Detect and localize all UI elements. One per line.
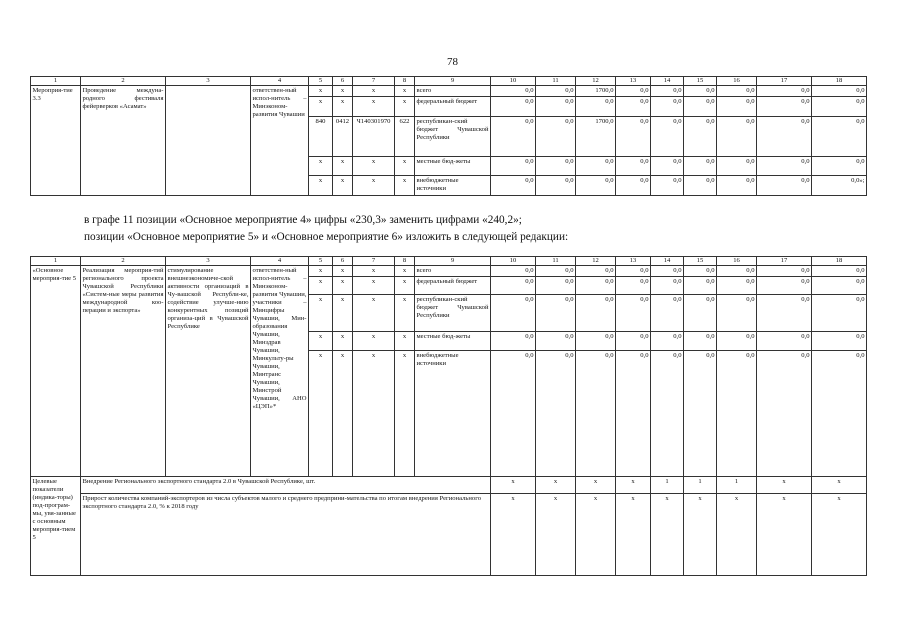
value-cell: 0,0 — [616, 175, 651, 195]
column-number-11: 11 — [536, 77, 576, 86]
event-name: Реализация мероприя-тий регионального проекта Чувашской Республики «Систем-ные меры развития международной коо-перации и экспорта» — [81, 265, 166, 476]
value-cell: 0,0 — [536, 276, 576, 294]
column-number-1: 1 — [31, 77, 81, 86]
value-cell: 0,0 — [717, 350, 757, 476]
value-cell: 0,0 — [491, 175, 536, 195]
funding-row — [31, 85, 867, 96]
column-number-10: 10 — [491, 77, 536, 86]
value-cell: 0,0 — [757, 265, 812, 276]
code-cell: х — [395, 156, 415, 175]
column-number-1: 1 — [31, 257, 81, 266]
code-cell: х — [395, 175, 415, 195]
event-goal: стимулирование внешнеэкономиче-ской активности организаций в Чу-вашской Республи-ке, содействие улучше-нию конкурентных позиций организа-ций в Чувашской Республике — [166, 265, 251, 476]
code-cell: х — [309, 331, 333, 350]
column-number-2: 2 — [81, 257, 166, 266]
indicator-value: 1 — [717, 476, 757, 493]
column-number-9: 9 — [415, 77, 491, 86]
column-number-11: 11 — [536, 257, 576, 266]
value-cell: 0,0 — [717, 175, 757, 195]
code-cell: х — [333, 156, 353, 175]
column-number-row — [31, 257, 867, 266]
code-cell: х — [309, 276, 333, 294]
amendment-line-1: в графе 11 позиции «Основное мероприятие 4» цифры «230,3» заменить цифрами «240,2»; — [84, 214, 522, 226]
value-cell: 0,0 — [616, 96, 651, 116]
funding-row — [31, 265, 867, 276]
column-number-5: 5 — [309, 77, 333, 86]
value-cell: 0,0 — [536, 96, 576, 116]
column-number-7: 7 — [353, 77, 395, 86]
column-number-4: 4 — [251, 257, 309, 266]
value-cell: 0,0 — [491, 331, 536, 350]
value-cell: 0,0 — [616, 294, 651, 331]
funding-source: федеральный бюджет — [415, 276, 491, 294]
value-cell: 0,0 — [651, 276, 684, 294]
value-cell: 0,0 — [812, 156, 867, 175]
value-cell: 0,0 — [576, 96, 616, 116]
value-cell: 0,0 — [684, 350, 717, 476]
indicator-name: Внедрение Регионального экспортного стандарта 2.0 в Чувашской Республике, шт. — [81, 476, 491, 493]
code-cell: х — [309, 96, 333, 116]
value-cell: 0,0 — [536, 294, 576, 331]
value-cell: 0,0 — [684, 175, 717, 195]
value-cell: 0,0 — [576, 276, 616, 294]
value-cell: 0,0 — [717, 276, 757, 294]
indicator-name: Прирост количества компаний-экспортеров из числа субъектов малого и среднего предприни-мательства по итогам внедрения Регионального экспортного стандарта 2.0, % к 2018 году — [81, 493, 491, 575]
value-cell: 0,0 — [684, 265, 717, 276]
expense-table-main-event-5 — [30, 256, 867, 576]
indicator-value: х — [491, 476, 536, 493]
funding-source: местные бюд-жеты — [415, 156, 491, 175]
value-cell: 0,0 — [812, 116, 867, 156]
column-number-7: 7 — [353, 257, 395, 266]
value-cell: 0,0 — [651, 96, 684, 116]
column-number-13: 13 — [616, 77, 651, 86]
value-cell: 0,0 — [491, 294, 536, 331]
column-number-4: 4 — [251, 77, 309, 86]
value-cell: 0,0 — [812, 85, 867, 96]
value-cell: 0,0 — [717, 96, 757, 116]
indicator-value: х — [717, 493, 757, 575]
value-cell: 0,0 — [651, 331, 684, 350]
value-cell: 0,0 — [576, 294, 616, 331]
column-number-14: 14 — [651, 77, 684, 86]
code-cell: 840 — [309, 116, 333, 156]
column-number-3: 3 — [166, 257, 251, 266]
column-number-6: 6 — [333, 77, 353, 86]
value-cell: 0,0 — [684, 156, 717, 175]
value-cell: 0,0 — [757, 85, 812, 96]
code-cell: х — [309, 175, 333, 195]
value-cell: 0,0 — [576, 265, 616, 276]
value-cell: 0,0 — [491, 116, 536, 156]
funding-source: местные бюд-жеты — [415, 331, 491, 350]
indicator-value: 1 — [684, 476, 717, 493]
responsible-executor: ответствен-ный испол-нитель – Минэконом-развития Чувашии, участники – Минцифры Чувашии, Мин-образования Чувашии, Минздрав Чувашии, Минкульту-ры Чувашии, Минтранс Чувашии, Минстрой Чувашии, АНО «ЦЭП»* — [251, 265, 309, 476]
code-cell: х — [353, 85, 395, 96]
code-cell: х — [309, 350, 333, 476]
value-cell: 0,0 — [684, 276, 717, 294]
value-cell: 0,0 — [536, 156, 576, 175]
code-cell: х — [353, 96, 395, 116]
indicator-value: х — [757, 493, 812, 575]
code-cell: 0412 — [333, 116, 353, 156]
value-cell: 0,0 — [536, 331, 576, 350]
code-cell: х — [395, 85, 415, 96]
value-cell: 0,0 — [651, 85, 684, 96]
column-number-18: 18 — [812, 257, 867, 266]
column-number-13: 13 — [616, 257, 651, 266]
value-cell: 0,0 — [651, 294, 684, 331]
code-cell: х — [353, 331, 395, 350]
indicator-value: х — [651, 493, 684, 575]
value-cell: 0,0 — [651, 175, 684, 195]
indicator-value: х — [812, 493, 867, 575]
funding-source: республикан-ский бюджет Чувашской Республики — [415, 116, 491, 156]
code-cell: х — [395, 96, 415, 116]
indicator-row — [31, 476, 867, 493]
code-cell: х — [353, 294, 395, 331]
value-cell: 0,0 — [536, 265, 576, 276]
value-cell: 1700,0 — [576, 116, 616, 156]
value-cell: 0,0 — [576, 331, 616, 350]
indicator-row — [31, 493, 867, 575]
column-number-16: 16 — [717, 257, 757, 266]
code-cell: х — [333, 265, 353, 276]
value-cell: 0,0 — [757, 294, 812, 331]
value-cell: 0,0 — [757, 156, 812, 175]
value-cell: 0,0»; — [812, 175, 867, 195]
code-cell: х — [395, 265, 415, 276]
code-cell: х — [333, 85, 353, 96]
value-cell: 0,0 — [717, 331, 757, 350]
indicator-value: х — [491, 493, 536, 575]
event-number: «Основное мероприя-тие 5 — [31, 265, 81, 476]
column-number-5: 5 — [309, 257, 333, 266]
value-cell: 0,0 — [684, 96, 717, 116]
funding-source: республикан-ский бюджет Чувашской Республики — [415, 294, 491, 331]
value-cell: 0,0 — [812, 265, 867, 276]
event-number: Мероприя-тие 3.3 — [31, 85, 81, 195]
value-cell: 0,0 — [684, 331, 717, 350]
value-cell: 0,0 — [616, 265, 651, 276]
value-cell: 0,0 — [757, 175, 812, 195]
value-cell: 0,0 — [491, 350, 536, 476]
value-cell: 0,0 — [616, 85, 651, 96]
column-number-3: 3 — [166, 77, 251, 86]
code-cell: х — [333, 350, 353, 476]
column-number-12: 12 — [576, 77, 616, 86]
column-number-6: 6 — [333, 257, 353, 266]
column-number-12: 12 — [576, 257, 616, 266]
value-cell: 0,0 — [717, 294, 757, 331]
funding-source: всего — [415, 265, 491, 276]
indicator-value: х — [812, 476, 867, 493]
value-cell: 0,0 — [812, 294, 867, 331]
code-cell: х — [353, 175, 395, 195]
value-cell: 0,0 — [812, 331, 867, 350]
value-cell: 0,0 — [757, 350, 812, 476]
code-cell: х — [353, 265, 395, 276]
indicator-value: х — [536, 476, 576, 493]
value-cell: 0,0 — [536, 116, 576, 156]
value-cell: 0,0 — [491, 276, 536, 294]
indicator-value: 1 — [651, 476, 684, 493]
value-cell: 0,0 — [684, 294, 717, 331]
column-number-16: 16 — [717, 77, 757, 86]
column-number-18: 18 — [812, 77, 867, 86]
column-number-17: 17 — [757, 77, 812, 86]
code-cell: х — [333, 175, 353, 195]
indicator-value: х — [536, 493, 576, 575]
responsible-executor: ответствен-ный испол-нитель – Минэконом-развития Чувашии — [251, 85, 309, 195]
code-cell: х — [333, 276, 353, 294]
code-cell: х — [353, 156, 395, 175]
value-cell: 0,0 — [491, 96, 536, 116]
indicator-value: х — [576, 493, 616, 575]
value-cell: 0,0 — [812, 350, 867, 476]
code-cell: Ч140301970 — [353, 116, 395, 156]
value-cell: 0,0 — [757, 331, 812, 350]
value-cell: 0,0 — [812, 276, 867, 294]
code-cell: х — [353, 276, 395, 294]
column-number-8: 8 — [395, 77, 415, 86]
value-cell: 0,0 — [651, 350, 684, 476]
column-number-15: 15 — [684, 257, 717, 266]
funding-source: внебюджетные источники — [415, 175, 491, 195]
indicator-value: х — [684, 493, 717, 575]
value-cell: 0,0 — [651, 156, 684, 175]
value-cell: 0,0 — [491, 156, 536, 175]
indicator-value: х — [757, 476, 812, 493]
column-number-row — [31, 77, 867, 86]
code-cell: х — [309, 85, 333, 96]
code-cell: х — [333, 331, 353, 350]
funding-source: всего — [415, 85, 491, 96]
indicators-label: Целевые показатели (индика-торы) под-програм-мы, увя-занные с основным мероприя-тием 5 — [31, 476, 81, 575]
value-cell: 0,0 — [684, 116, 717, 156]
value-cell: 0,0 — [576, 156, 616, 175]
code-cell: х — [309, 265, 333, 276]
code-cell: х — [309, 156, 333, 175]
value-cell: 0,0 — [616, 116, 651, 156]
indicator-value: х — [616, 476, 651, 493]
expense-table-event-3-3 — [30, 76, 867, 196]
code-cell: х — [353, 350, 395, 476]
value-cell: 0,0 — [757, 276, 812, 294]
value-cell: 0,0 — [491, 85, 536, 96]
value-cell: 0,0 — [717, 156, 757, 175]
value-cell: 0,0 — [684, 85, 717, 96]
value-cell: 0,0 — [651, 265, 684, 276]
value-cell: 0,0 — [616, 331, 651, 350]
column-number-14: 14 — [651, 257, 684, 266]
code-cell: х — [333, 294, 353, 331]
column-number-17: 17 — [757, 257, 812, 266]
amendment-line-2: позиции «Основное мероприятие 5» и «Основное мероприятие 6» изложить в следующей редакции: — [84, 231, 569, 243]
value-cell: 0,0 — [576, 350, 616, 476]
value-cell: 0,0 — [717, 85, 757, 96]
column-number-15: 15 — [684, 77, 717, 86]
value-cell: 0,0 — [536, 85, 576, 96]
value-cell: 0,0 — [616, 156, 651, 175]
code-cell: х — [395, 294, 415, 331]
code-cell: х — [309, 294, 333, 331]
event-name: Проведение междуна-родного фестиваля фейерверков «Асамат» — [81, 85, 166, 195]
page-number: 78 — [447, 56, 458, 68]
code-cell: х — [333, 96, 353, 116]
column-number-2: 2 — [81, 77, 166, 86]
value-cell: 0,0 — [536, 350, 576, 476]
indicator-value: х — [576, 476, 616, 493]
value-cell: 0,0 — [717, 265, 757, 276]
indicator-value: х — [616, 493, 651, 575]
code-cell: х — [395, 350, 415, 476]
value-cell: 0,0 — [491, 265, 536, 276]
value-cell: 0,0 — [812, 96, 867, 116]
value-cell: 0,0 — [616, 350, 651, 476]
funding-source: внебюджетные источники — [415, 350, 491, 476]
code-cell: х — [395, 331, 415, 350]
value-cell: 0,0 — [717, 116, 757, 156]
value-cell: 0,0 — [616, 276, 651, 294]
code-cell: х — [395, 276, 415, 294]
column-number-10: 10 — [491, 257, 536, 266]
value-cell: 0,0 — [757, 96, 812, 116]
event-goal — [166, 85, 251, 195]
value-cell: 0,0 — [651, 116, 684, 156]
value-cell: 0,0 — [757, 116, 812, 156]
funding-source: федеральный бюджет — [415, 96, 491, 116]
code-cell: 622 — [395, 116, 415, 156]
column-number-8: 8 — [395, 257, 415, 266]
value-cell: 0,0 — [536, 175, 576, 195]
value-cell: 0,0 — [576, 175, 616, 195]
column-number-9: 9 — [415, 257, 491, 266]
value-cell: 1700,0 — [576, 85, 616, 96]
